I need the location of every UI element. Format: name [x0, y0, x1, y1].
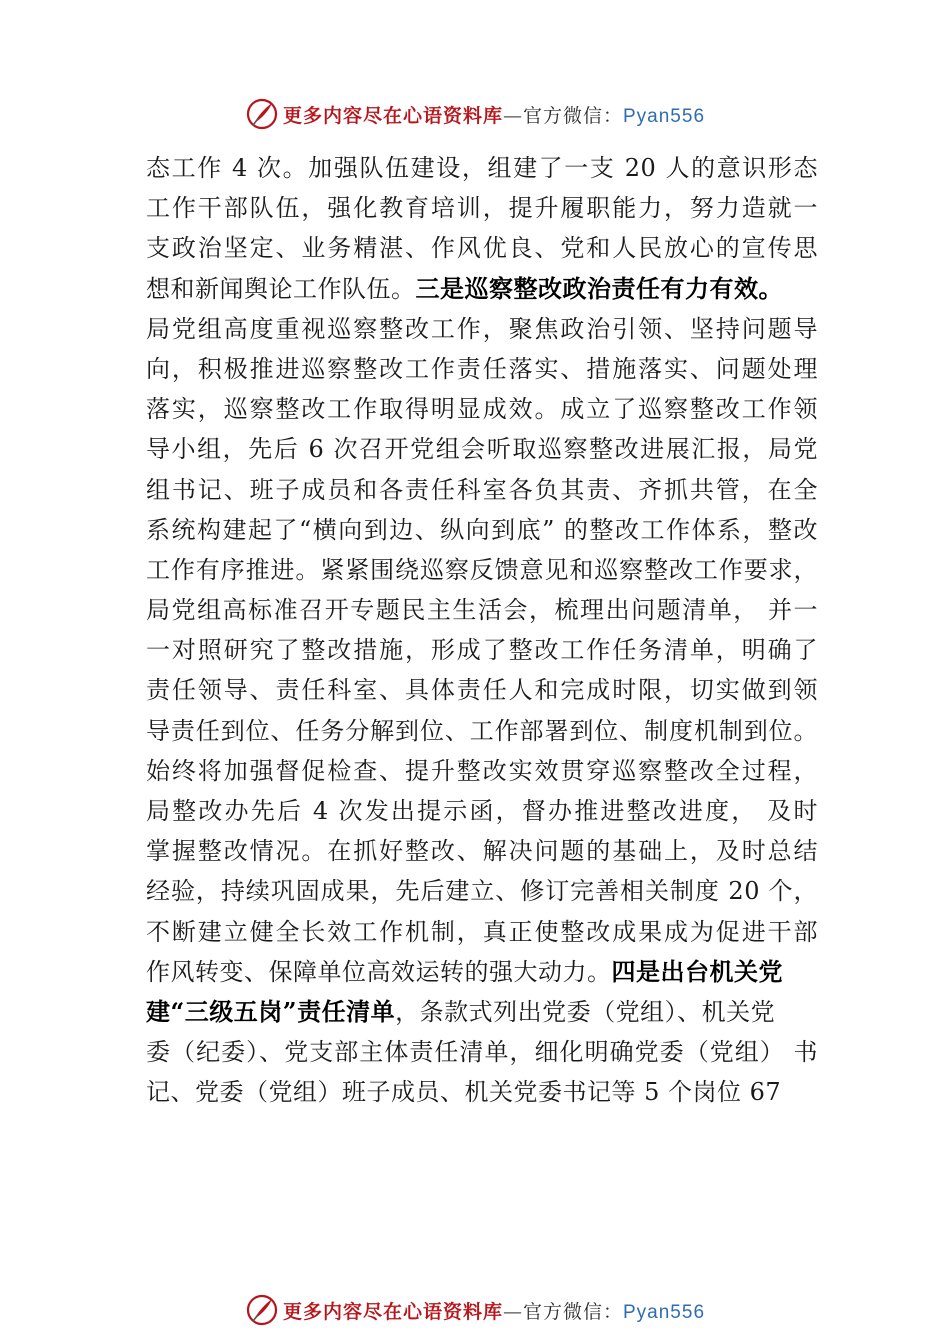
banner-dash: — — [502, 104, 523, 127]
text-segment: ，条款式列出党委（党组）、机关党 — [395, 997, 776, 1026]
brand-text: 更多内容尽在心语资料库 — [282, 104, 503, 127]
text-line: 一对照研究了整改措施，形成了整改工作任务清单，明确了 — [146, 636, 818, 665]
quill-logo-icon — [245, 97, 279, 131]
text-line: 态工作 4 次。加强队伍建设，组建了一支 20 人的意识形态 — [146, 154, 818, 182]
bold-heading: 建“三级五岗”责任清单 — [146, 996, 396, 1026]
bold-heading: 三是巡察整改政治责任有力有效。 — [415, 273, 783, 303]
banner-dash: — — [502, 1300, 523, 1323]
text-line: 委（纪委）、党支部主体责任清单，细化明确党委（党组） 书 — [146, 1038, 818, 1067]
brand-text: 更多内容尽在心语资料库 — [282, 1300, 503, 1323]
bold-heading: 四是出台机关党 — [611, 956, 783, 986]
text-line: 经验，持续巩固成果，先后建立、修订完善相关制度 20 个， — [146, 877, 818, 906]
footer-banner — [0, 1290, 950, 1330]
text-line — [146, 992, 818, 1032]
text-line: 局党组高度重视巡察整改工作，聚焦政治引领、坚持问题导 — [146, 314, 818, 343]
text-line: 掌握整改情况。在抓好整改、解决问题的基础上，及时总结 — [146, 837, 818, 866]
text-line: 始终将加强督促检查、提升整改实效贯穿巡察整改全过程， — [146, 756, 818, 785]
text-line: 局党组高标准召开专题民主生活会，梳理出问题清单， 并一 — [146, 596, 818, 625]
banner-text — [283, 101, 705, 128]
text-line: 导责任到位、任务分解到位、工作部署到位、制度机制到位。 — [146, 716, 818, 745]
text-line: 工作有序推进。紧紧围绕巡察反馈意见和巡察整改工作要求， — [146, 555, 818, 584]
quill-logo-icon — [245, 1293, 279, 1327]
text-segment: 作风转变、保障单位高效运转的强大动力。 — [146, 957, 612, 986]
text-line: 落实，巡察整改工作取得明显成效。成立了巡察整改工作领 — [146, 395, 818, 424]
wechat-id: Pyan556 — [623, 1301, 706, 1323]
text-segment: 想和新闻舆论工作队伍。 — [146, 274, 416, 303]
text-line — [146, 952, 818, 992]
document-body — [146, 148, 818, 1113]
header-banner — [0, 94, 950, 134]
text-line: 支政治坚定、业务精湛、作风优良、党和人民放心的宣传思 — [146, 234, 818, 263]
wechat-label: 官方微信： — [522, 1300, 623, 1323]
text-line: 向，积极推进巡察整改工作责任落实、措施落实、问题处理 — [146, 354, 818, 383]
text-line: 导小组，先后 6 次召开党组会听取巡察整改进展汇报，局党 — [146, 435, 818, 464]
text-line: 记、党委（党组）班子成员、机关党委书记等 5 个岗位 67 — [146, 1078, 782, 1107]
wechat-label: 官方微信： — [522, 104, 623, 127]
text-line: 不断建立健全长效工作机制，真正使整改成果成为促进干部 — [146, 917, 818, 946]
text-line: 组书记、班子成员和各责任科室各负其责、齐抓共管，在全 — [146, 475, 818, 504]
text-line: 局整改办先后 4 次发出提示函，督办推进整改进度， 及时 — [146, 797, 818, 825]
text-line: 责任领导、责任科室、具体责任人和完成时限，切实做到领 — [146, 676, 818, 705]
text-line: 工作干部队伍，强化教育培训，提升履职能力，努力造就一 — [146, 194, 818, 223]
text-line — [146, 269, 818, 309]
banner-text — [283, 1297, 705, 1324]
text-line: 系统构建起了“横向到边、纵向到底” 的整改工作体系，整改 — [146, 515, 818, 544]
wechat-id: Pyan556 — [623, 105, 706, 127]
